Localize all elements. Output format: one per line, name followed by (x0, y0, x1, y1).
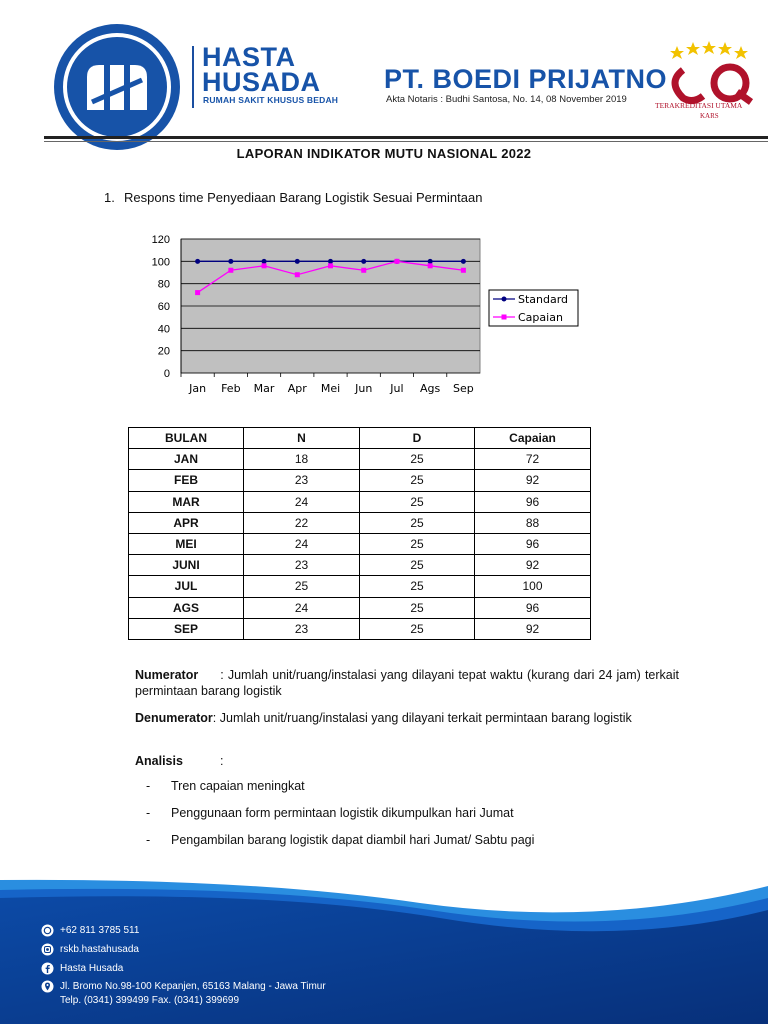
legend-label: Standard (518, 293, 569, 306)
data-point (361, 268, 366, 273)
contact-phone: +62 811 3785 511 (60, 925, 140, 936)
table-cell-month: SEP (129, 618, 244, 639)
kars-text: TERAKREDITASI UTAMA (655, 101, 743, 110)
instagram-icon (41, 943, 54, 956)
table-cell: 25 (360, 597, 475, 618)
y-tick-label: 20 (157, 345, 170, 358)
table-cell: 24 (244, 533, 360, 554)
table-cell: 18 (244, 449, 360, 470)
location-icon (41, 980, 54, 993)
report-title: LAPORAN INDIKATOR MUTU NASIONAL 2022 (236, 146, 532, 161)
table-row (129, 470, 591, 491)
table-header-cell: D (360, 428, 475, 449)
table-cell: 72 (475, 449, 591, 470)
data-point (228, 259, 233, 264)
list-item: Tren capaian meningkat (171, 779, 305, 793)
contact-facebook: Hasta Husada (60, 963, 124, 974)
numerator-label: Numerator (135, 668, 199, 682)
x-tick-label: Jun (355, 382, 373, 395)
whatsapp-icon (41, 924, 54, 937)
denumerator-paragraph (135, 710, 679, 726)
table-row (129, 512, 591, 533)
table-row (129, 449, 591, 470)
list-dash: - (146, 806, 151, 820)
table-header-cell: BULAN (129, 428, 244, 449)
x-tick-label: Jan (189, 382, 207, 395)
data-point (228, 268, 233, 273)
table-cell: 25 (360, 449, 475, 470)
item-heading: Respons time Penyediaan Barang Logistik Sesuai Permintaan (124, 190, 483, 205)
data-point (262, 259, 267, 264)
list-item: Penggunaan form permintaan logistik dikumpulkan hari Jumat (171, 806, 514, 820)
table-cell-month: AGS (129, 597, 244, 618)
table-cell: 25 (360, 618, 475, 639)
data-table (128, 427, 591, 640)
analisis-sep: : (219, 754, 224, 768)
table-cell: 25 (360, 576, 475, 597)
table-row (129, 533, 591, 554)
table-cell: 24 (244, 491, 360, 512)
table-cell: 92 (475, 470, 591, 491)
brand-name-line1: HASTA (202, 42, 296, 72)
table-cell: 22 (244, 512, 360, 533)
table-row (129, 491, 591, 512)
table-cell-month: MAR (129, 491, 244, 512)
table-cell: 23 (244, 618, 360, 639)
y-tick-label: 80 (157, 278, 170, 291)
table-header-cell: N (244, 428, 360, 449)
y-tick-label: 0 (163, 368, 170, 380)
table-row (129, 618, 591, 639)
data-point (328, 259, 333, 264)
data-point (428, 259, 433, 264)
contact-address: Jl. Bromo No.98-100 Kepanjen, 65163 Malang - Jawa Timur (60, 981, 326, 992)
data-point (461, 268, 466, 273)
data-point (295, 272, 300, 277)
table-cell: 25 (244, 576, 360, 597)
analisis-label: Analisis (135, 754, 183, 768)
table-cell: 25 (360, 533, 475, 554)
legend-marker (502, 315, 507, 320)
data-point (428, 263, 433, 268)
table-cell-month: JAN (129, 449, 244, 470)
contact-instagram: rskb.hastahusada (60, 944, 139, 955)
y-tick-label: 40 (157, 323, 170, 336)
table-cell: 88 (475, 512, 591, 533)
header-rule (44, 136, 768, 139)
list-dash: - (146, 779, 151, 793)
brand-divider (192, 46, 194, 108)
table-cell: 23 (244, 555, 360, 576)
header-rule-thin (44, 141, 768, 142)
table-cell: 96 (475, 597, 591, 618)
table-cell: 100 (475, 576, 591, 597)
legend-marker (502, 297, 507, 302)
table-cell-month: JUNI (129, 555, 244, 576)
company-name: PT. BOEDI PRIJATNO (384, 64, 668, 94)
table-cell: 92 (475, 555, 591, 576)
numerator-paragraph (135, 667, 679, 699)
x-tick-label: Feb (221, 382, 241, 395)
table-cell: 25 (360, 491, 475, 512)
analisis-heading (135, 753, 679, 769)
table-row (129, 597, 591, 618)
table-cell: 25 (360, 555, 475, 576)
list-dash: - (146, 833, 151, 847)
legend-label: Capaian (518, 311, 563, 324)
data-point (195, 259, 200, 264)
data-point (195, 290, 200, 295)
brand-name-line2: HUSADA (202, 67, 321, 97)
line-chart (140, 228, 580, 408)
table-cell-month: JUL (129, 576, 244, 597)
data-point (328, 263, 333, 268)
x-tick-label: Apr (287, 382, 307, 395)
x-tick-label: Sep (453, 382, 474, 395)
table-cell-month: APR (129, 512, 244, 533)
table-cell-month: MEI (129, 533, 244, 554)
data-point (461, 259, 466, 264)
data-point (262, 263, 267, 268)
denumerator-text: Jumlah unit/ruang/instalasi yang dilayani terkait permintaan barang logistik (219, 711, 632, 725)
data-point (295, 259, 300, 264)
table-cell: 23 (244, 470, 360, 491)
list-item: Pengambilan barang logistik dapat diambil hari Jumat/ Sabtu pagi (171, 833, 535, 847)
table-cell: 96 (475, 491, 591, 512)
brand-subtitle: RUMAH SAKIT KHUSUS BEDAH (203, 95, 339, 105)
table-header-row (129, 428, 591, 449)
data-point (394, 259, 399, 264)
numerator-sep: : (220, 668, 224, 682)
denumerator-label: Denumerator (135, 711, 213, 725)
table-row (129, 576, 591, 597)
table-cell: 25 (360, 512, 475, 533)
x-tick-label: Mei (320, 382, 341, 395)
denumerator-sep: : (212, 711, 217, 725)
y-tick-label: 100 (151, 256, 170, 269)
contact-telp: Telp. (0341) 399499 Fax. (0341) 399699 (60, 995, 240, 1006)
table-cell-month: FEB (129, 470, 244, 491)
kars-sub: KARS (700, 112, 719, 120)
table-cell: 92 (475, 618, 591, 639)
facebook-icon (41, 962, 54, 975)
table-cell: 25 (360, 470, 475, 491)
x-tick-label: Mar (253, 382, 275, 395)
company-notary: Akta Notaris : Budhi Santosa, No. 14, 08 November 2019 (386, 94, 627, 105)
y-tick-label: 60 (157, 301, 170, 313)
hasta-husada-logo (52, 22, 182, 152)
data-point (361, 259, 366, 264)
table-cell: 24 (244, 597, 360, 618)
x-tick-label: Ags (420, 382, 441, 395)
x-tick-label: Jul (390, 382, 404, 395)
item-number: 1. (104, 190, 115, 205)
numerator-text: Jumlah unit/ruang/instalasi yang dilayani tepat waktu (kurang dari 24 jam) terkait permintaan barang logistik (135, 668, 679, 698)
table-cell: 96 (475, 533, 591, 554)
table-row (129, 555, 591, 576)
table-header-cell: Capaian (475, 428, 591, 449)
y-tick-label: 120 (151, 234, 170, 246)
